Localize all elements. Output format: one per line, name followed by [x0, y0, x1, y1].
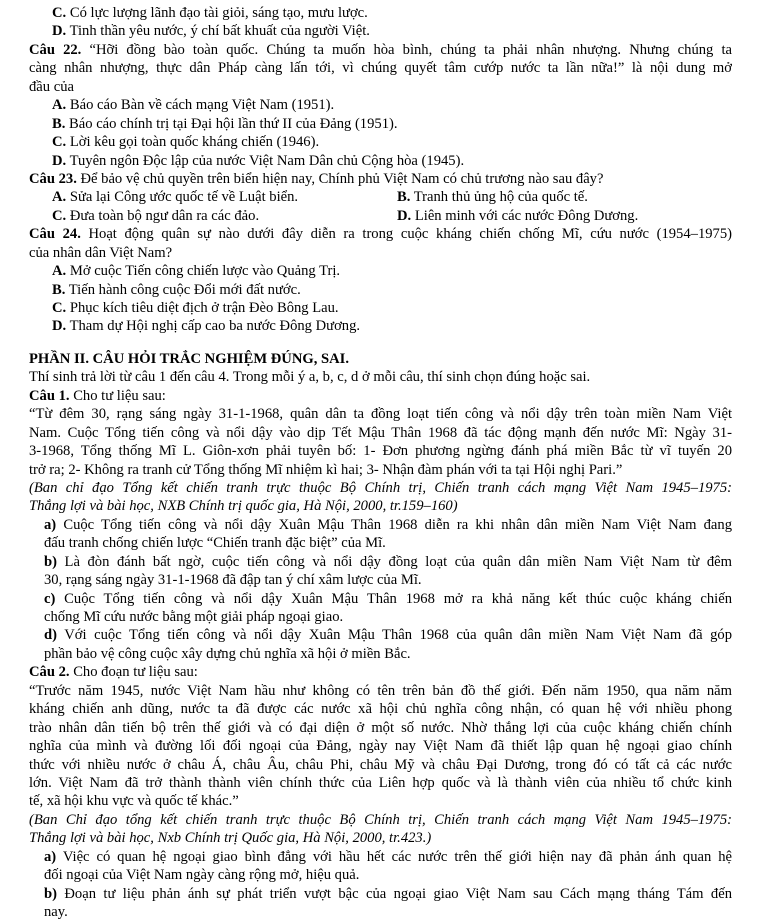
question-22-line-3	[29, 78, 732, 96]
text-run: đối ngoại của Việt Nam ngày càng rộng mở, hiệu quả.	[44, 867, 360, 884]
bold-lead: Câu 23.	[29, 170, 77, 187]
question-24-option-b	[29, 281, 732, 299]
option-column-1	[52, 208, 259, 224]
question-24-line-2	[29, 244, 732, 262]
text-run: Sửa lại Công ước quốc tế về Luật biển.	[66, 189, 299, 206]
question-1-statement-d2	[29, 645, 732, 663]
bold-lead: D.	[397, 207, 412, 224]
question-2-passage-1	[29, 682, 732, 700]
bold-lead: Câu 2.	[29, 664, 70, 681]
question-2-statement-a2	[29, 866, 732, 884]
bold-lead: Câu 24.	[29, 226, 81, 243]
bold-lead: B.	[397, 189, 411, 206]
bold-lead: D.	[52, 152, 67, 169]
question-2-citation-2	[29, 829, 732, 847]
question-2-passage-7	[29, 792, 732, 810]
text-run: Tham dự Hội nghị cấp cao ba nước Đông Dương.	[66, 318, 361, 335]
question-2-passage-5	[29, 756, 732, 774]
question-24-option-c	[29, 299, 732, 317]
question-22-line-2	[29, 59, 732, 77]
text-run: kháng chiến anh dũng, nước ta đã được các nước xã hội chủ nghĩa công nhận, có quan hệ với nhiều phong	[29, 701, 732, 718]
question-1-statement-b1	[29, 553, 732, 571]
question-1-intro	[29, 387, 732, 405]
text-run: Tiến hành công cuộc Đổi mới đất nước.	[65, 281, 301, 298]
bold-lead: B.	[52, 281, 66, 298]
question-2-statement-a1	[29, 848, 732, 866]
question-2-intro	[29, 663, 732, 681]
question-2-statement-b1	[29, 885, 732, 903]
question-1-passage-3	[29, 442, 732, 460]
question-24-line-1	[29, 225, 732, 243]
question-22-option-b	[29, 115, 732, 133]
text-run: Là đòn đánh bất ngờ, cuộc tiến công và nổi dậy đồng loạt của quân dân miền Nam Việt Nam từ đêm	[56, 553, 732, 570]
text-run: (Ban Chỉ đạo tổng kết chiến tranh trực thuộc Bộ Chính trị, Chiến tranh cách mạng Việt Nam 1945–1975:	[29, 811, 732, 828]
question-22-line-1	[29, 41, 732, 59]
option-column-2	[397, 188, 588, 206]
question-23-options-ab	[29, 188, 732, 206]
text-run: đấu tranh chống chiến lược “Chiến tranh đặc biệt” của Mĩ.	[44, 535, 386, 552]
bold-lead: Câu 1.	[29, 387, 70, 404]
question-2-passage-2	[29, 700, 732, 718]
text-run: nghĩa của mình và đường lối đối ngoại của Đảng, ngày nay Việt Nam đã thiết lập quan hệ ngoại giao chính	[29, 738, 732, 755]
question-22-option-c	[29, 133, 732, 151]
question-1-citation-2	[29, 497, 732, 515]
question-1-statement-b2	[29, 571, 732, 589]
bold-lead: D.	[52, 23, 67, 40]
text-run: “Trước năm 1945, nước Việt Nam hầu như không có tên trên bản đồ thế giới. Đến năm 1950, qua năm năm	[29, 682, 732, 699]
question-1-statement-d1	[29, 626, 732, 644]
text-run: Cho đoạn tư liệu sau:	[69, 664, 198, 681]
question-2-passage-4	[29, 737, 732, 755]
text-run: Lời kêu gọi toàn quốc kháng chiến (1946).	[66, 134, 320, 151]
text-run: Cho tư liệu sau:	[69, 387, 166, 404]
bold-lead: C.	[52, 207, 67, 224]
text-run: thức với nhiều nước ở châu Á, châu Âu, châu Phi, châu Mỹ và châu Đại Dương, trong đó có tất cả các nước	[29, 756, 732, 773]
question-24-option-a	[29, 262, 732, 280]
question-23-options-cd	[29, 207, 732, 225]
text-run: Phục kích tiêu diệt địch ở trận Đèo Bông Lau.	[66, 300, 339, 316]
text-run: Đoạn tư liệu phản ánh sự phát triển vượt bậc của ngoại giao Việt Nam sau Cách mạng tháng Tám đến	[56, 885, 732, 902]
question-2-citation-1	[29, 811, 732, 829]
text-run: Thắng lợi và bài học, Nxb Chính trị Quốc gia, Hà Nội, 2000, tr.423.)	[29, 830, 432, 847]
question-2-passage-6	[29, 774, 732, 792]
question-1-statement-c1	[29, 590, 732, 608]
part-2-heading	[29, 350, 732, 368]
bold-lead: c)	[44, 590, 56, 607]
bold-lead: PHẦN II. CÂU HỎI TRẮC NGHIỆM ĐÚNG, SAI.	[29, 350, 350, 367]
question-23-line-1	[29, 170, 732, 188]
text-run: Có lực lượng lãnh đạo tài giỏi, sáng tạo, mưu lược.	[66, 5, 368, 21]
option-column-2	[397, 207, 638, 225]
text-run: Cuộc Tổng tiến công và nổi dậy Xuân Mậu Thân 1968 diễn ra khi nhân dân miền Nam Việt Nam đang	[56, 516, 732, 533]
text-run: trở ra; 2- Không ra tranh cử Tổng thống Mĩ nhiệm kì hai; 3- Nhận đàm phán với ta tại Hội nghị Pari.”	[29, 461, 623, 478]
question-1-statement-a2	[29, 534, 732, 552]
bold-lead: A.	[52, 189, 67, 206]
question-1-statement-c2	[29, 608, 732, 626]
question-22-option-d	[29, 152, 732, 170]
question-24-option-d	[29, 317, 732, 335]
bold-lead: b)	[44, 553, 57, 570]
text-run: Tuyên ngôn Độc lập của nước Việt Nam Dân chủ Cộng hòa (1945).	[66, 152, 465, 169]
text-run: tế, xã hội khu vực và quốc tế khác.”	[29, 793, 239, 810]
text-run: (Ban chỉ đạo Tổng kết chiến tranh trực thuộc Bộ Chính trị, Chiến tranh cách mạng Việt Nam 1945–1975:	[29, 479, 732, 496]
text-run: “Từ đêm 30, rạng sáng ngày 31-1-1968, quân dân ta đồng loạt tiến công và nổi dậy trên toàn miền Nam Việt	[29, 406, 732, 423]
part-2-instruction	[29, 368, 732, 386]
bold-lead: d)	[44, 627, 57, 644]
text-run: Tranh thủ ủng hộ của quốc tế.	[410, 189, 588, 206]
question-2-statement-b2	[29, 903, 732, 921]
bold-lead: D.	[52, 318, 67, 335]
text-run: Mở cuộc Tiến công chiến lược vào Quảng Trị.	[66, 263, 341, 280]
option-line-c	[29, 4, 732, 22]
option-line-d	[29, 22, 732, 40]
bold-lead: A.	[52, 263, 67, 280]
text-run: Việc có quan hệ ngoại giao bình đẳng với hầu hết các nước trên thế giới hiện nay đã phản ánh quan hệ	[56, 848, 732, 865]
text-run: Với cuộc Tổng tiến công và nổi dậy Xuân Mậu Thân 1968 của quân dân miền Nam Việt Nam đã góp	[56, 627, 732, 644]
text-run: trào nhân dân tiến bộ trên thế giới và có đại diện ở một số nước. Nhờ thắng lợi của cuộc kháng chiến chính	[29, 719, 732, 736]
bold-lead: B.	[52, 115, 66, 132]
text-run: Báo cáo chính trị tại Đại hội lần thứ II của Đảng (1951).	[65, 115, 398, 132]
text-run: 30, rạng sáng ngày 31-1-1968 đã đập tan ý chí xâm lược của Mĩ.	[44, 572, 422, 589]
bold-lead: a)	[44, 516, 57, 533]
bold-lead: Câu 22.	[29, 41, 82, 58]
question-1-passage-4	[29, 461, 732, 479]
text-run: nay.	[44, 904, 68, 920]
text-run: chống Mĩ cứu nước bằng một giải pháp ngoại giao.	[44, 609, 344, 625]
text-run: Đưa toàn bộ ngư dân ra các đảo.	[66, 207, 260, 224]
question-1-statement-a1	[29, 516, 732, 534]
question-22-option-a	[29, 96, 732, 114]
spacer	[29, 336, 732, 350]
text-run: “Hỡi đồng bào toàn quốc. Chúng ta muốn hòa bình, chúng ta phải nhân nhượng. Nhưng chúng ta	[81, 41, 732, 58]
question-1-citation-1	[29, 479, 732, 497]
text-run: Nam. Cuộc Tổng tiến công và nổi dậy vào dịp Tết Mậu Thân 1968 đã tác động mạnh đến nước Mĩ: Ngày 31-	[29, 424, 732, 441]
question-1-passage-2	[29, 424, 732, 442]
text-run: Thắng lợi và bài học, NXB Chính trị quốc gia, Hà Nội, 2000, tr.159–160)	[29, 498, 458, 515]
text-run: Cuộc Tổng tiến công và nổi dậy Xuân Mậu Thân 1968 mở ra khả năng kết thúc cuộc kháng chiến	[55, 590, 732, 607]
text-run: 3-1968, Tổng thống Mĩ L. Giôn-xơn phải tuyên bố: 1- Đơn phương ngừng đánh phá miền Bắc từ vĩ tuyến 20	[29, 443, 732, 460]
text-run: đầu của	[29, 78, 74, 95]
bold-lead: A.	[52, 97, 67, 114]
text-run: phần bảo vệ công cuộc xây dựng chủ nghĩa xã hội ở miền Bắc.	[44, 645, 411, 662]
text-run: của nhân dân Việt Nam?	[29, 244, 173, 261]
text-run: Thí sinh trả lời từ câu 1 đến câu 4. Trong mỗi ý a, b, c, d ở mỗi câu, thí sinh chọn đúng hoặc sai.	[29, 369, 591, 386]
text-run: Để bảo vệ chủ quyền trên biển hiện nay, Chính phủ Việt Nam có chủ trương nào sau đây?	[76, 170, 604, 187]
text-run: Hoạt động quân sự nào dưới đây diễn ra trong cuộc kháng chiến chống Mĩ, cứu nước (1954–1975)	[80, 226, 732, 243]
bold-lead: b)	[44, 885, 57, 902]
text-run: càng nhân nhượng, thực dân Pháp càng lấn tới, vì chúng quyết tâm cướp nước ta lần nữa!” là nội dung mở	[29, 60, 732, 77]
text-run: Tinh thần yêu nước, ý chí bất khuất của người Việt.	[66, 23, 370, 40]
text-run: lớn. Việt Nam đã trở thành thành viên chính thức của Liên hợp quốc và là thành viên của nhiều tổ chức kinh	[29, 774, 732, 791]
question-1-passage-1	[29, 405, 732, 423]
option-column-1	[52, 189, 298, 205]
bold-lead: C.	[52, 134, 67, 151]
text-run: Báo cáo Bàn về cách mạng Việt Nam (1951).	[66, 97, 335, 114]
bold-lead: C.	[52, 300, 67, 316]
bold-lead: a)	[44, 848, 57, 865]
question-2-passage-3	[29, 719, 732, 737]
text-run: Liên minh với các nước Đông Dương.	[411, 207, 639, 224]
bold-lead: C.	[52, 5, 67, 21]
